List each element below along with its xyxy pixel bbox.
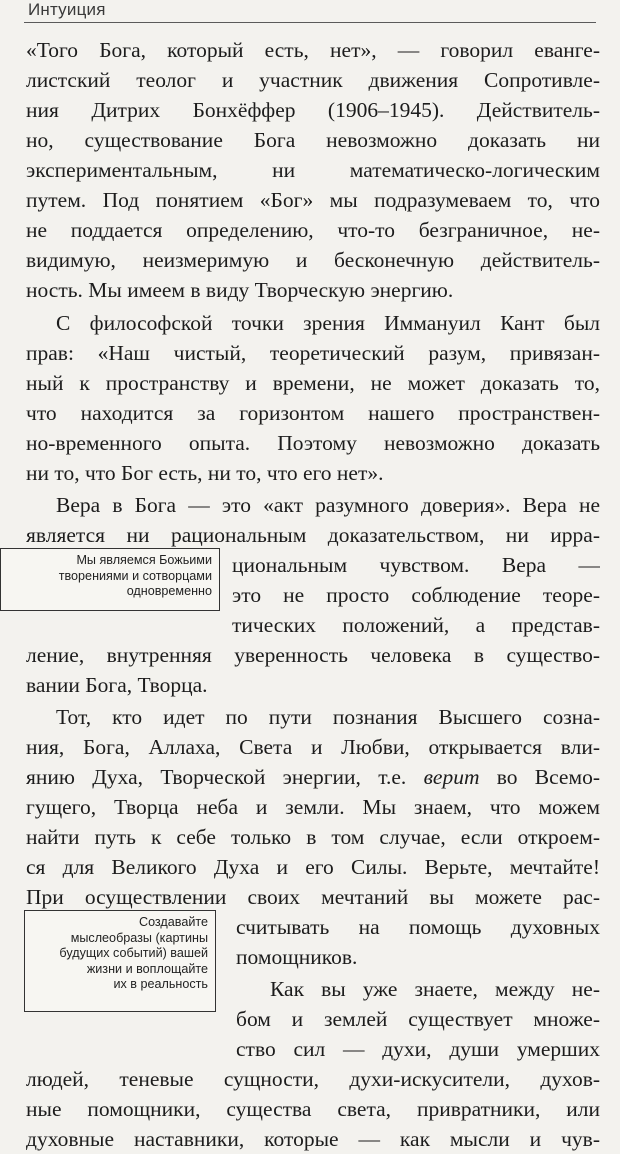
text-line: ные помощники, существа света, привратники, или	[26, 1097, 600, 1121]
text-line: ни то, что Бог есть, ни то, что его нет».	[26, 461, 384, 485]
text-line: является ни рациональным доказательством, ни ирра-	[26, 523, 600, 547]
text-line: тических положений, а представ-	[232, 613, 600, 637]
text-line: путем. Под понятием «Бог» мы подразумеваем то, что	[26, 188, 600, 212]
text-line: духовные наставники, которые — как мысли и чув-	[26, 1127, 600, 1151]
text-line: экспериментальным, ни математическо-логическим	[26, 158, 600, 182]
sidenote-line: жизни и воплощайте	[86, 961, 208, 976]
text-line: видимую, неизмеримую и бесконечную действитель-	[26, 248, 600, 272]
text-line: вании Бога, Творца.	[26, 673, 208, 697]
text-line: ный к пространству и времени, не может доказать то,	[26, 371, 600, 395]
running-head: Интуиция	[28, 0, 106, 19]
sidenote-line: творениями и сотворцами	[58, 568, 212, 583]
text-line: «Того Бога, который есть, нет», — говорил еванге-	[26, 38, 600, 62]
text-line: найти путь к себе только в том случае, если откроем-	[26, 825, 600, 849]
text-line: помощников.	[236, 945, 358, 969]
sidenote-line: Мы являемся Божьими	[76, 553, 212, 567]
text-line: не поддается определению, что-то безграничное, не-	[26, 218, 600, 242]
sidenote-box	[0, 548, 220, 611]
text-line: бом и землей существует множе-	[236, 1007, 600, 1031]
text-line: ния Дитрих Бонхёффер (1906–1945). Действитель-	[26, 98, 600, 122]
sidenote-box	[24, 910, 216, 1012]
text-line: ство сил — духи, души умерших	[236, 1037, 600, 1061]
text-fragment: во Всемо-	[496, 765, 600, 789]
text-line: людей, теневые сущности, духи-искусители, духов-	[26, 1067, 600, 1091]
text-line-mixed	[26, 762, 600, 792]
text-line: что находится за горизонтом нашего пространствен-	[26, 401, 600, 425]
text-line: листский теолог и участник движения Сопротивле-	[26, 68, 600, 92]
text-line: прав: «Наш чистый, теоретический разум, привязан-	[26, 341, 600, 365]
text-fragment: янию Духа, Творческой энергии, т.е.	[26, 765, 407, 789]
sidenote-line: будущих событий) вашей	[59, 946, 208, 960]
emphasis-word: верит	[423, 765, 480, 789]
text-line: ния, Бога, Аллаха, Света и Любви, открывается вли-	[26, 735, 600, 759]
text-line: это не просто соблюдение теоре-	[232, 583, 600, 607]
text-line: ление, внутренняя уверенность человека в существо-	[26, 643, 600, 667]
text-line: Тот, кто идет по пути познания Высшего созна-	[56, 705, 600, 729]
text-line: гущего, Творца неба и земли. Мы знаем, что можем	[26, 795, 600, 819]
text-line: Вера в Бога — это «акт разумного доверия». Вера не	[56, 493, 600, 517]
text-line: циональным чувством. Вера —	[232, 553, 600, 577]
sidenote-line: их в реальность	[113, 977, 208, 991]
text-line: С философской точки зрения Иммануил Кант был	[56, 311, 600, 335]
sidenote-line: мыслеобразы (картины	[70, 930, 208, 945]
text-line: При осуществлении своих мечтаний вы можете рас-	[26, 885, 600, 909]
text-line: считывать на помощь духовных	[236, 915, 600, 939]
text-line: но, существование Бога невозможно доказать ни	[26, 128, 600, 152]
text-line: ность. Мы имеем в виду Творческую энергию.	[26, 278, 454, 302]
sidenote-line: одновременно	[126, 584, 212, 598]
text-line: ся для Великого Духа и его Силы. Верьте, мечтайте!	[26, 855, 600, 879]
page-header	[24, 0, 596, 23]
text-line: Как вы уже знаете, между не-	[270, 977, 600, 1001]
sidenote-line: Создавайте	[138, 915, 208, 929]
text-line: но-временного опыта. Поэтому невозможно доказать	[26, 431, 600, 455]
